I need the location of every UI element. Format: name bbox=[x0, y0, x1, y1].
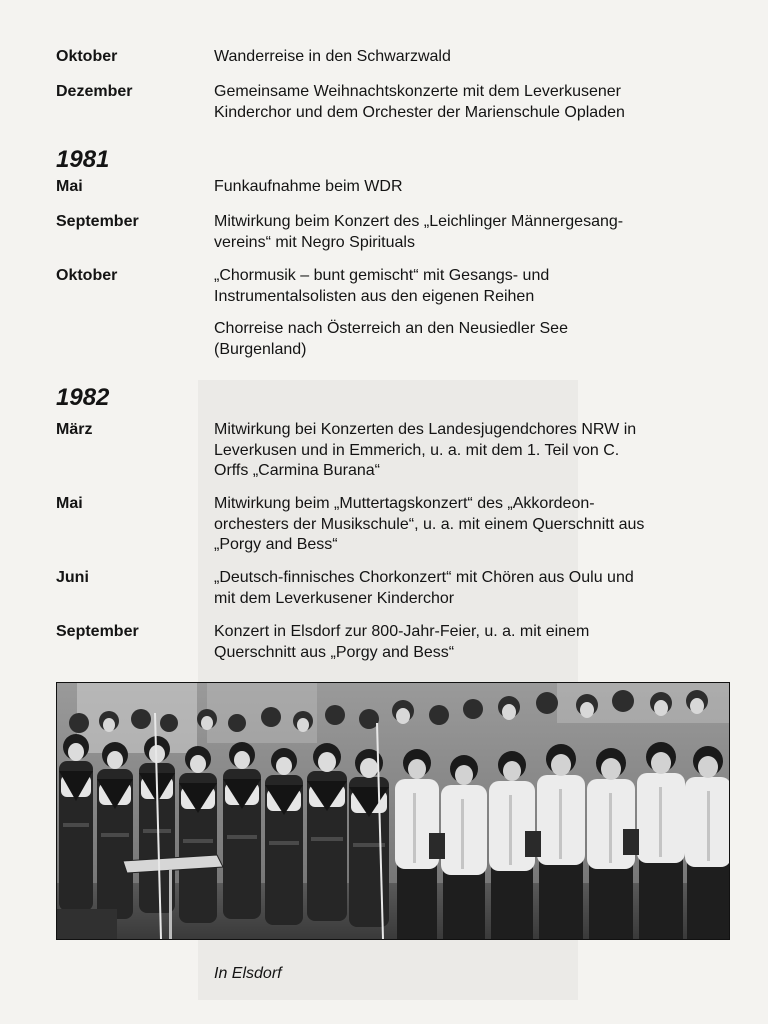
entry-line: Mitwirkung beim Konzert des „Leichlinger Männergesang- bbox=[214, 213, 624, 230]
entry-text bbox=[214, 622, 724, 663]
entry-line: Wanderreise in den Schwarzwald bbox=[214, 48, 451, 65]
entry-line: „Chormusik – bunt gemischt“ mit Gesangs- und bbox=[214, 267, 550, 284]
entry-line: Mitwirkung beim „Muttertagskonzert“ des „Akkordeon- bbox=[214, 495, 595, 512]
entry-line: Querschnitt aus „Porgy and Bess“ bbox=[214, 643, 455, 661]
year-heading: 1981 bbox=[56, 146, 110, 173]
year-heading: 1982 bbox=[56, 384, 110, 411]
entry-line: Konzert in Elsdorf zur 800-Jahr-Feier, u. a. mit einem bbox=[214, 623, 590, 640]
month-label: Juni bbox=[56, 569, 89, 586]
month-label: Oktober bbox=[56, 48, 118, 65]
entry-text bbox=[214, 494, 724, 556]
entry-line: „Deutsch-finnisches Chorkonzert“ mit Chören aus Oulu und bbox=[214, 569, 634, 586]
month-label: September bbox=[56, 213, 139, 230]
entry-text bbox=[214, 177, 724, 198]
entry-line: Funkaufnahme beim WDR bbox=[214, 178, 403, 195]
photo-caption: In Elsdorf bbox=[214, 965, 282, 982]
entry-text bbox=[214, 82, 724, 123]
entry-line: (Burgenland) bbox=[214, 340, 307, 358]
month-label: Oktober bbox=[56, 267, 118, 284]
month-label: Mai bbox=[56, 178, 83, 195]
month-label: September bbox=[56, 623, 139, 640]
entry-line: Chorreise nach Österreich an den Neusiedler See bbox=[214, 320, 568, 337]
entry-line: Leverkusen und in Emmerich, u. a. mit dem 1. Teil von C. bbox=[214, 441, 620, 459]
entry-line: orchesters der Musikschule“, u. a. mit einem Querschnitt aus bbox=[214, 515, 645, 533]
entry-line: vereins“ mit Negro Spirituals bbox=[214, 233, 415, 251]
entry-text bbox=[214, 319, 724, 360]
month-label: März bbox=[56, 421, 93, 438]
entry-text bbox=[214, 266, 724, 307]
entry-text bbox=[214, 420, 724, 482]
entry-line: Gemeinsame Weihnachtskonzerte mit dem Leverkusener bbox=[214, 83, 621, 100]
entry-line: Instrumentalsolisten aus den eigenen Reihen bbox=[214, 287, 535, 305]
entry-line: Kinderchor und dem Orchester der Marienschule Opladen bbox=[214, 103, 625, 121]
entry-text bbox=[214, 568, 724, 609]
entry-line: mit dem Leverkusener Kinderchor bbox=[214, 589, 455, 607]
entry-line: Orffs „Carmina Burana“ bbox=[214, 462, 380, 479]
month-label: Dezember bbox=[56, 83, 133, 100]
entry-line: Mitwirkung bei Konzerten des Landesjugendchores NRW in bbox=[214, 421, 637, 438]
entry-text bbox=[214, 47, 724, 68]
choir-photo bbox=[56, 682, 730, 940]
entry-text bbox=[214, 212, 724, 253]
month-label: Mai bbox=[56, 495, 83, 512]
entry-line: „Porgy and Bess“ bbox=[214, 536, 338, 553]
